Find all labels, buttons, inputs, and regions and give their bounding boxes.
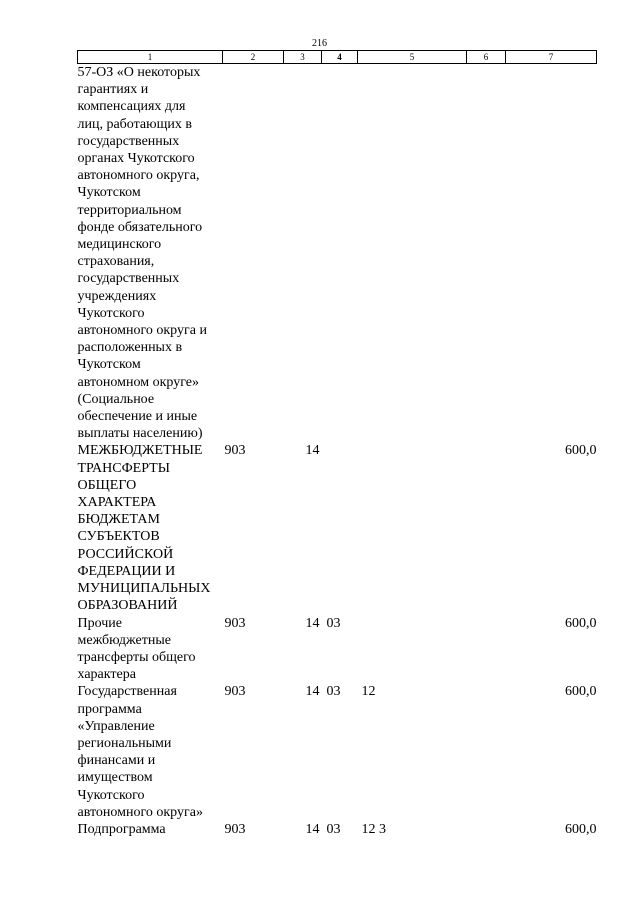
- row-rz: 14: [305, 615, 320, 631]
- row-amount: 600,0: [565, 821, 597, 837]
- column-header-5: 5: [358, 51, 467, 64]
- table-row: [78, 442, 597, 614]
- row-vr: [467, 615, 506, 684]
- row-amount: 600,0: [565, 684, 597, 700]
- column-header-3: 3: [284, 51, 322, 64]
- row-gr: 903: [224, 821, 246, 837]
- row-csr: [358, 615, 467, 684]
- row-vr: [467, 442, 506, 614]
- column-header-4: 4: [322, 51, 358, 64]
- row-pr: 03: [326, 615, 341, 631]
- row-gr: 903: [224, 443, 246, 459]
- row-name: Прочие межбюджетные трансферты общего характера: [77, 615, 196, 683]
- table-row: [78, 821, 597, 838]
- row-gr: [223, 64, 284, 443]
- row-rz: [284, 64, 322, 443]
- row-vr: [467, 821, 506, 838]
- row-csr: 12 3: [361, 821, 386, 837]
- row-amount: 600,0: [565, 615, 597, 631]
- row-rz: 14: [305, 443, 320, 459]
- row-rz: 14: [305, 821, 320, 837]
- column-header-7: 7: [506, 51, 597, 64]
- row-amount: [506, 64, 597, 443]
- page-number: 216: [312, 38, 327, 49]
- row-amount: 600,0: [565, 443, 597, 459]
- row-csr: [358, 442, 467, 614]
- row-pr: 03: [326, 821, 341, 837]
- table-row: [78, 683, 597, 821]
- column-header-6: 6: [467, 51, 506, 64]
- header-row: [78, 51, 597, 64]
- row-name: МЕЖБЮДЖЕТНЫЕ ТРАНСФЕРТЫ ОБЩЕГО ХАРАКТЕРА БЮДЖЕТАМ СУБЪЕКТОВ РОССИЙСКОЙ ФЕДЕРАЦИИ И МУНИЦИПАЛЬНЫХ ОБРАЗОВАНИЙ: [77, 443, 211, 614]
- table-row: [78, 615, 597, 684]
- row-pr: [322, 442, 358, 614]
- row-csr: 12: [361, 684, 376, 700]
- row-name: Подпрограмма: [77, 821, 166, 837]
- row-pr: [322, 64, 358, 443]
- row-gr: 903: [224, 615, 246, 631]
- row-name: 57-ОЗ «О некоторых гарантиях и компенсациях для лиц, работающих в государственных органах Чукотского автономного округа, Чукотском территориальном фонде обязательного медицинского страхования, государственных учреждениях Чукотского автономного округа и расположенных в Чукотском автономном округе» (Социальное обеспечение и иные выплаты населению): [77, 65, 207, 442]
- row-vr: [467, 683, 506, 821]
- row-vr: [467, 64, 506, 443]
- row-gr: 903: [224, 684, 246, 700]
- row-csr: [358, 64, 467, 443]
- table-row: [78, 64, 597, 443]
- row-rz: 14: [305, 684, 320, 700]
- row-pr: 03: [326, 684, 341, 700]
- budget-table: [77, 50, 597, 838]
- column-header-1: 1: [78, 51, 223, 64]
- column-header-2: 2: [223, 51, 284, 64]
- row-name: Государственная программа «Управление региональными финансами и имуществом Чукотского автономного округа»: [77, 684, 203, 820]
